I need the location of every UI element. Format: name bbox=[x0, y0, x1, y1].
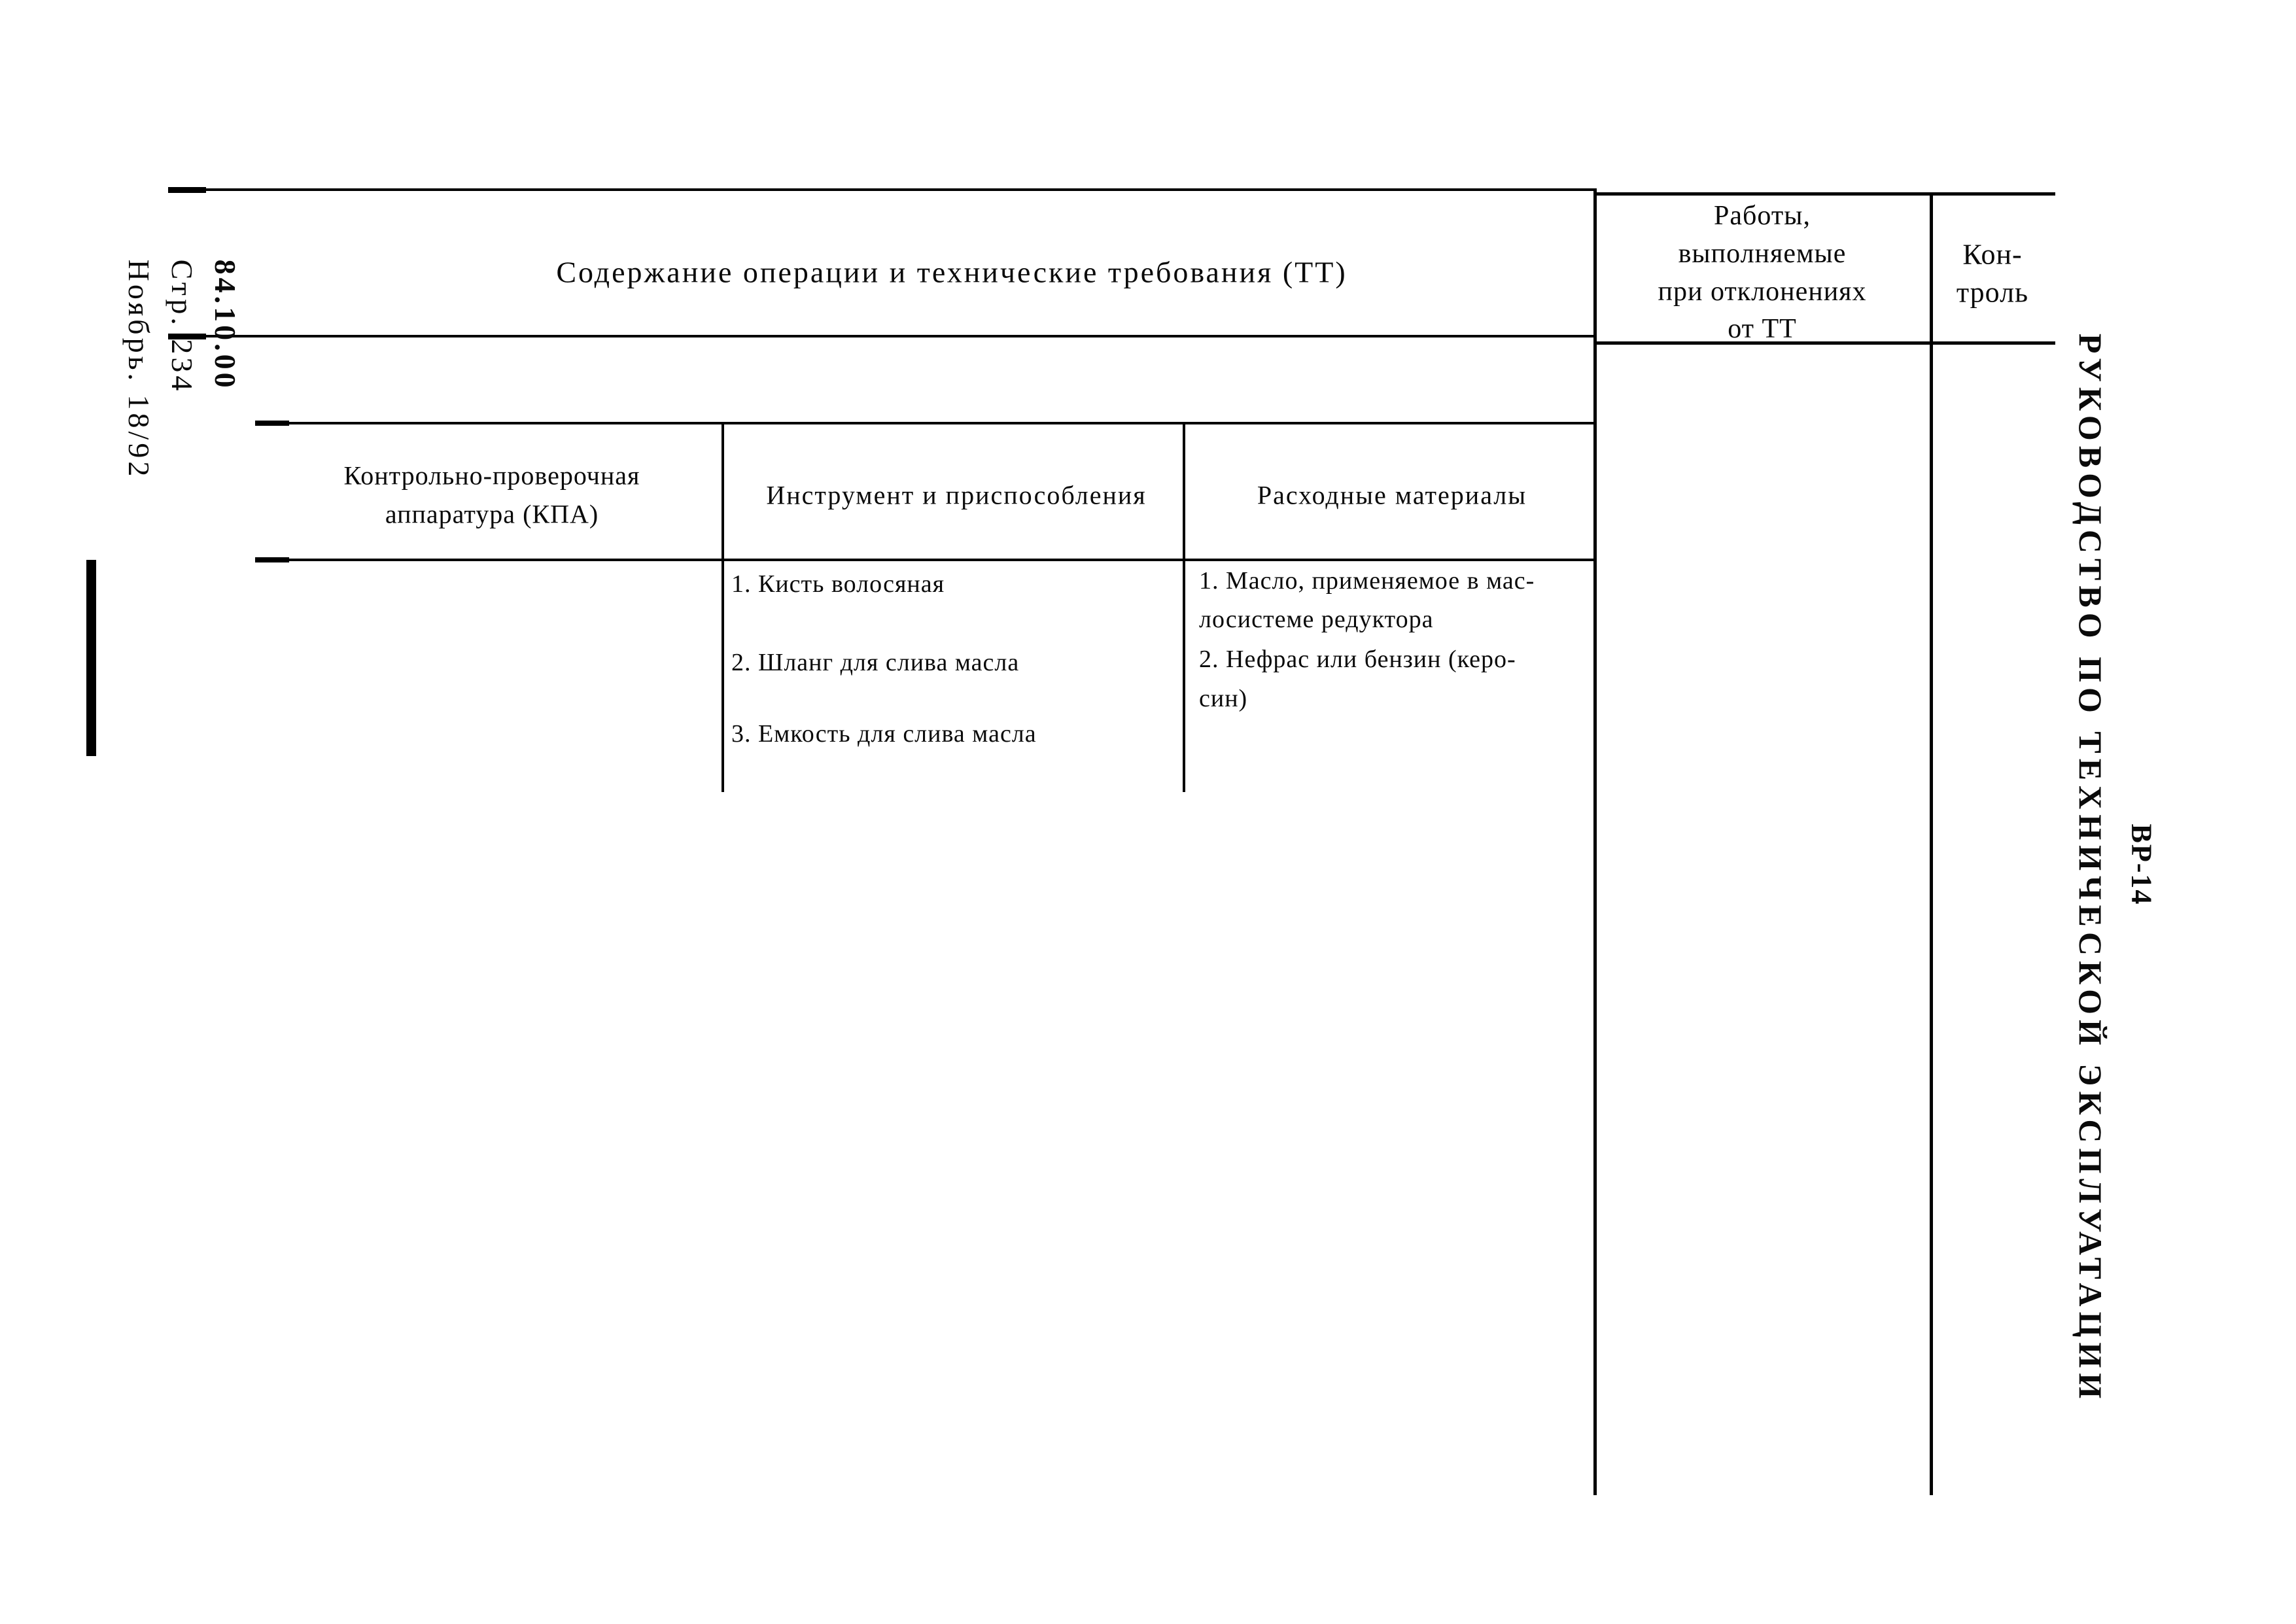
control-header-line-2: троль bbox=[1956, 276, 2029, 309]
rule-deviation-header-top bbox=[1595, 192, 2055, 196]
rule-deviation-header-bottom bbox=[1595, 341, 2055, 345]
manual-title-vertical: РУКОВОДСТВО ПО ТЕХНИЧЕСКОЙ ЭКСПЛУАТАЦИИ bbox=[2072, 333, 2109, 1404]
tools-item-2: 2. Шланг для слива масла bbox=[731, 649, 1020, 676]
operation-header: Содержание операции и технические требования (ТТ) bbox=[556, 255, 1348, 289]
page-number: Стр. 234 bbox=[165, 259, 199, 394]
materials-line-3: 2. Нефрас или бензин (керо- bbox=[1199, 646, 1516, 673]
rule-subtable-top bbox=[255, 422, 1593, 424]
tools-item-3: 3. Емкость для слива масла bbox=[731, 720, 1037, 748]
kpa-header-line-2: аппаратура (КПА) bbox=[385, 499, 599, 529]
rule-main-header-top bbox=[168, 188, 1595, 191]
section-number: 84.10.00 bbox=[209, 259, 242, 391]
revision-date: Ноябрь. 18/92 bbox=[122, 259, 156, 480]
tools-header: Инструмент и приспособления bbox=[766, 480, 1147, 510]
tools-item-1: 1. Кисть волосяная bbox=[731, 570, 945, 598]
punch-mark-bar bbox=[86, 560, 96, 756]
materials-line-4: син) bbox=[1199, 685, 1248, 712]
deviation-header-line-1: Работы, bbox=[1714, 201, 1811, 231]
rule-vertical-right-long bbox=[1930, 192, 1933, 1495]
materials-line-2: лосистеме редуктора bbox=[1199, 606, 1434, 633]
rule-subtable-headerline bbox=[255, 559, 1593, 561]
rule-main-header-bottom bbox=[168, 335, 1595, 337]
deviation-header-line-2: выполняемые bbox=[1678, 239, 1847, 269]
materials-header: Расходные материалы bbox=[1257, 480, 1527, 510]
rule-subtable-sep-tools-materials bbox=[1183, 422, 1185, 792]
kpa-header-line-1: Контрольно-проверочная bbox=[343, 460, 640, 491]
materials-line-1: 1. Масло, применяемое в мас- bbox=[1199, 567, 1535, 595]
deviation-header-line-4: от ТТ bbox=[1728, 314, 1797, 344]
rule-vertical-left-long bbox=[1593, 188, 1597, 1495]
page-header-note bbox=[117, 260, 247, 480]
doc-code-vertical: ВР-14 bbox=[2125, 823, 2158, 906]
deviation-header-line-3: при отклонениях bbox=[1658, 277, 1867, 307]
rule-subtable-sep-kpa-tools bbox=[722, 422, 724, 792]
control-header-line-1: Кон- bbox=[1962, 238, 2023, 271]
